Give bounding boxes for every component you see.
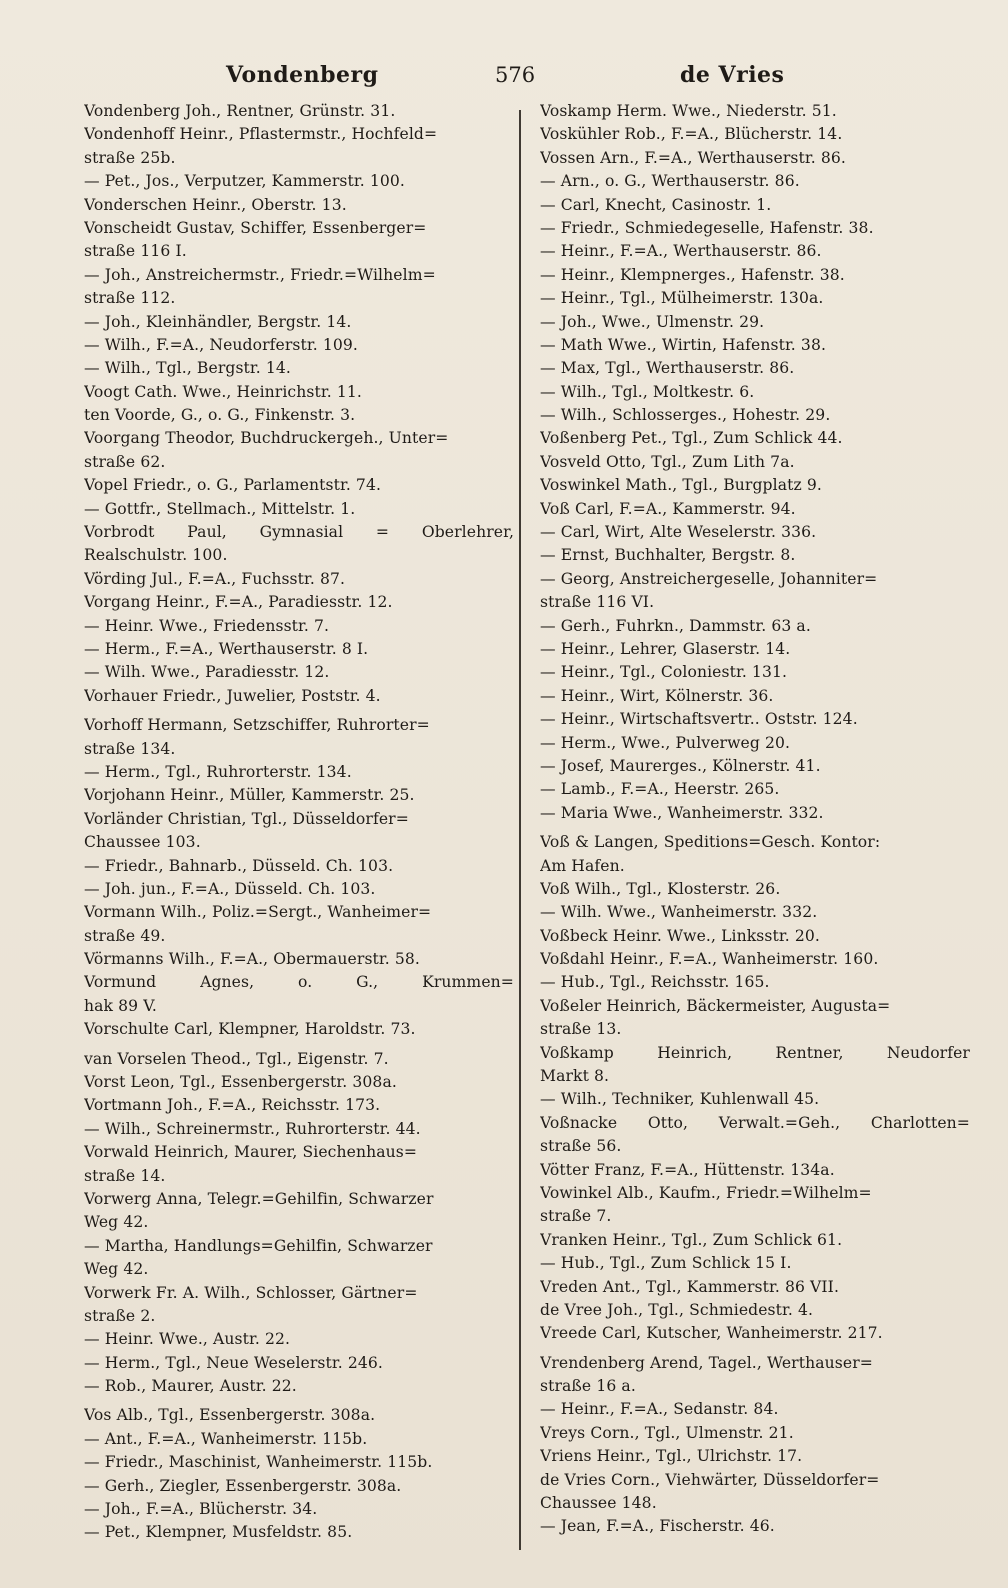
- directory-line: — Carl, Knecht, Casinostr. 1.: [540, 195, 772, 214]
- directory-line: straße 62.: [84, 452, 166, 471]
- directory-line: — Gottfr., Stellmach., Mittelstr. 1.: [84, 499, 356, 518]
- directory-line: Vossen Arn., F.=A., Werthauserstr. 86.: [540, 148, 846, 167]
- directory-line: straße 14.: [84, 1166, 166, 1185]
- directory-line: — Max, Tgl., Werthauserstr. 86.: [540, 359, 795, 378]
- directory-line: — Joh., Kleinhändler, Bergstr. 14.: [84, 312, 352, 331]
- directory-line: — Heinr. Wwe., Friedensstr. 7.: [84, 616, 330, 635]
- directory-line: Vondenhoff Heinr., Pflastermstr., Hochfeld=: [84, 125, 438, 144]
- directory-line: — Jean, F.=A., Fischerstr. 46.: [540, 1517, 775, 1536]
- directory-line: — Heinr., F.=A., Werthauserstr. 86.: [540, 242, 822, 261]
- directory-line: — Wilh. Wwe., Wanheimerstr. 332.: [540, 903, 818, 922]
- directory-line: hak 89 V.: [84, 996, 157, 1015]
- directory-line: Voßdahl Heinr., F.=A., Wanheimerstr. 160.: [540, 950, 879, 969]
- directory-line: — Wilh. Wwe., Paradiesstr. 12.: [84, 663, 330, 682]
- directory-line: — Carl, Wirt, Alte Weselerstr. 336.: [540, 523, 817, 542]
- directory-line: — Math Wwe., Wirtin, Hafenstr. 38.: [540, 335, 827, 354]
- directory-line: — Herm., Tgl., Neue Weselerstr. 246.: [84, 1353, 383, 1372]
- directory-line: Vorst Leon, Tgl., Essenbergerstr. 308a.: [84, 1073, 397, 1092]
- directory-line: Vorwald Heinrich, Maurer, Siechenhaus=: [84, 1143, 418, 1162]
- directory-line: straße 116 VI.: [540, 593, 655, 612]
- directory-line: — Wilh., Schlosserges., Hohestr. 29.: [540, 406, 831, 425]
- left-column: [84, 100, 514, 1545]
- directory-line: — Hub., Tgl., Zum Schlick 15 I.: [540, 1254, 792, 1273]
- directory-line: — Herm., F.=A., Werthauserstr. 8 I.: [84, 639, 369, 658]
- directory-line: Voßbeck Heinr. Wwe., Linksstr. 20.: [540, 926, 820, 945]
- directory-line: — Ant., F.=A., Wanheimerstr. 115b.: [84, 1429, 368, 1448]
- right-column: [540, 100, 970, 1539]
- directory-line: — Rob., Maurer, Austr. 22.: [84, 1377, 297, 1396]
- directory-line: Weg 42.: [84, 1213, 149, 1232]
- directory-line: Voswinkel Math., Tgl., Burgplatz 9.: [540, 476, 822, 495]
- directory-line: Vopel Friedr., o. G., Parlamentstr. 74.: [84, 476, 382, 495]
- column-divider: [519, 110, 521, 1550]
- directory-line: straße 16 a.: [540, 1377, 636, 1396]
- directory-line: Voorgang Theodor, Buchdruckergeh., Unter=: [84, 429, 449, 448]
- directory-line: de Vree Joh., Tgl., Schmiedestr. 4.: [540, 1300, 814, 1319]
- directory-line: — Lamb., F.=A., Heerstr. 265.: [540, 780, 780, 799]
- directory-line: — Joh. jun., F.=A., Düsseld. Ch. 103.: [84, 879, 376, 898]
- directory-line: Vondenberg Joh., Rentner, Grünstr. 31.: [84, 102, 396, 120]
- directory-line: — Pet., Klempner, Musfeldstr. 85.: [84, 1523, 353, 1542]
- directory-line: Vörmanns Wilh., F.=A., Obermauerstr. 58.: [84, 950, 420, 969]
- directory-line: Vowinkel Alb., Kaufm., Friedr.=Wilhelm=: [540, 1183, 872, 1202]
- directory-line: Vorjohann Heinr., Müller, Kammerstr. 25.: [84, 786, 415, 805]
- directory-line: — Martha, Handlungs=Gehilfin, Schwarzer: [84, 1236, 433, 1255]
- directory-line: Voß Carl, F.=A., Kammerstr. 94.: [540, 499, 796, 518]
- directory-line: — Arn., o. G., Werthauserstr. 86.: [540, 172, 800, 191]
- directory-line: — Friedr., Maschinist, Wanheimerstr. 115b.: [84, 1453, 433, 1472]
- directory-line: straße 49.: [84, 926, 166, 945]
- directory-line: Vormann Wilh., Poliz.=Sergt., Wanheimer=: [84, 903, 432, 922]
- directory-line: Voskühler Rob., F.=A., Blücherstr. 14.: [540, 125, 843, 144]
- directory-line: — Josef, Maurerges., Kölnerstr. 41.: [540, 756, 821, 775]
- directory-line: Vormund Agnes, o. G., Krummen=: [84, 973, 514, 992]
- directory-line: — Heinr., Tgl., Mülheimerstr. 130a.: [540, 289, 824, 308]
- directory-line: — Wilh., F.=A., Neudorferstr. 109.: [84, 335, 358, 354]
- directory-line: Voß Wilh., Tgl., Klosterstr. 26.: [540, 879, 781, 898]
- directory-line: — Heinr., Wirtschaftsvertr.. Oststr. 124.: [540, 710, 858, 729]
- directory-line: straße 134.: [84, 739, 176, 758]
- page-number: 576: [495, 63, 536, 87]
- directory-line: — Gerh., Ziegler, Essenbergerstr. 308a.: [84, 1476, 402, 1495]
- directory-line: straße 13.: [540, 1020, 622, 1039]
- directory-line: — Joh., Wwe., Ulmenstr. 29.: [540, 312, 765, 331]
- directory-line: — Joh., Anstreichermstr., Friedr.=Wilhelm=: [84, 265, 436, 284]
- directory-line: Vortmann Joh., F.=A., Reichsstr. 173.: [84, 1096, 381, 1115]
- header-last-entry: de Vries: [680, 62, 785, 88]
- directory-line: Voogt Cath. Wwe., Heinrichstr. 11.: [84, 382, 362, 401]
- directory-line: — Heinr., F.=A., Sedanstr. 84.: [540, 1400, 779, 1419]
- directory-line: — Herm., Tgl., Ruhrorterstr. 134.: [84, 762, 352, 781]
- directory-line: Vreys Corn., Tgl., Ulmenstr. 21.: [540, 1423, 794, 1442]
- directory-line: Vorländer Christian, Tgl., Düsseldorfer=: [84, 809, 409, 828]
- directory-line: Vreede Carl, Kutscher, Wanheimerstr. 217.: [540, 1324, 883, 1343]
- directory-line: straße 116 I.: [84, 242, 187, 261]
- page-header: [0, 58, 1008, 98]
- directory-line: Vorhoff Hermann, Setzschiffer, Ruhrorter=: [84, 716, 430, 735]
- directory-line: — Hub., Tgl., Reichsstr. 165.: [540, 973, 770, 992]
- directory-line: — Heinr., Klempnerges., Hafenstr. 38.: [540, 265, 845, 284]
- directory-line: Chaussee 148.: [540, 1494, 657, 1513]
- directory-line: Am Hafen.: [540, 856, 625, 875]
- directory-line: de Vries Corn., Viehwärter, Düsseldorfer=: [540, 1470, 880, 1489]
- directory-line: Voßeler Heinrich, Bäckermeister, Augusta=: [540, 996, 891, 1015]
- directory-line: Vorbrodt Paul, Gymnasial = Oberlehrer,: [84, 523, 514, 542]
- directory-line: straße 112.: [84, 289, 176, 308]
- directory-line: Vötter Franz, F.=A., Hüttenstr. 134a.: [540, 1160, 835, 1179]
- directory-line: Realschulstr. 100.: [84, 546, 228, 565]
- directory-line: — Ernst, Buchhalter, Bergstr. 8.: [540, 546, 796, 565]
- directory-line: — Heinr., Lehrer, Glaserstr. 14.: [540, 639, 791, 658]
- directory-line: — Friedr., Schmiedegeselle, Hafenstr. 38.: [540, 218, 874, 237]
- directory-line: Vorschulte Carl, Klempner, Haroldstr. 73.: [84, 1020, 416, 1039]
- directory-line: straße 25b.: [84, 148, 176, 167]
- directory-line: — Joh., F.=A., Blücherstr. 34.: [84, 1500, 318, 1519]
- directory-line: — Herm., Wwe., Pulverweg 20.: [540, 733, 791, 752]
- directory-line: Vorwerk Fr. A. Wilh., Schlosser, Gärtner=: [84, 1283, 418, 1302]
- directory-line: straße 7.: [540, 1207, 612, 1226]
- directory-line: — Heinr., Wirt, Kölnerstr. 36.: [540, 686, 774, 705]
- directory-line: — Georg, Anstreichergeselle, Johanniter=: [540, 569, 878, 588]
- directory-line: — Wilh., Tgl., Bergstr. 14.: [84, 359, 291, 378]
- directory-line: Vrendenberg Arend, Tagel., Werthauser=: [540, 1353, 873, 1372]
- directory-line: straße 2.: [84, 1306, 156, 1325]
- directory-line: Vorwerg Anna, Telegr.=Gehilfin, Schwarzer: [84, 1189, 434, 1208]
- directory-line: straße 56.: [540, 1137, 622, 1156]
- directory-line: ten Voorde, G., o. G., Finkenstr. 3.: [84, 406, 356, 425]
- header-first-entry: Vondenberg: [226, 62, 379, 88]
- directory-line: Markt 8.: [540, 1067, 610, 1086]
- directory-line: Weg 42.: [84, 1260, 149, 1279]
- directory-line: Vonderschen Heinr., Oberstr. 13.: [84, 195, 347, 214]
- directory-line: — Maria Wwe., Wanheimerstr. 332.: [540, 803, 824, 822]
- directory-line: — Wilh., Schreinermstr., Ruhrorterstr. 44.: [84, 1119, 421, 1138]
- directory-line: — Wilh., Tgl., Moltkestr. 6.: [540, 382, 755, 401]
- directory-line: Vriens Heinr., Tgl., Ulrichstr. 17.: [540, 1447, 803, 1466]
- directory-line: Vos Alb., Tgl., Essenbergerstr. 308a.: [84, 1406, 376, 1425]
- directory-line: van Vorselen Theod., Tgl., Eigenstr. 7.: [84, 1049, 389, 1068]
- directory-line: Vreden Ant., Tgl., Kammerstr. 86 VII.: [540, 1277, 839, 1296]
- directory-line: Vörding Jul., F.=A., Fuchsstr. 87.: [84, 569, 346, 588]
- directory-line: Voß & Langen, Speditions=Gesch. Kontor:: [540, 833, 881, 852]
- directory-line: — Pet., Jos., Verputzer, Kammerstr. 100.: [84, 172, 405, 191]
- directory-line: Vorhauer Friedr., Juwelier, Poststr. 4.: [84, 686, 381, 705]
- directory-line: — Heinr., Tgl., Coloniestr. 131.: [540, 663, 788, 682]
- directory-line: Vranken Heinr., Tgl., Zum Schlick 61.: [540, 1230, 843, 1249]
- directory-line: Voßkamp Heinrich, Rentner, Neudorfer: [540, 1043, 970, 1062]
- directory-line: Voßnacke Otto, Verwalt.=Geh., Charlotten=: [540, 1113, 970, 1132]
- directory-line: Vorgang Heinr., F.=A., Paradiesstr. 12.: [84, 593, 393, 612]
- directory-line: — Wilh., Techniker, Kuhlenwall 45.: [540, 1090, 820, 1109]
- directory-line: Vonscheidt Gustav, Schiffer, Essenberger=: [84, 218, 427, 237]
- directory-line: Vosveld Otto, Tgl., Zum Lith 7a.: [540, 452, 795, 471]
- directory-line: — Heinr. Wwe., Austr. 22.: [84, 1330, 291, 1349]
- directory-line: Voßenberg Pet., Tgl., Zum Schlick 44.: [540, 429, 843, 448]
- directory-line: Voskamp Herm. Wwe., Niederstr. 51.: [540, 102, 837, 120]
- directory-line: — Friedr., Bahnarb., Düsseld. Ch. 103.: [84, 856, 394, 875]
- directory-line: — Gerh., Fuhrkn., Dammstr. 63 a.: [540, 616, 811, 635]
- directory-line: Chaussee 103.: [84, 833, 201, 852]
